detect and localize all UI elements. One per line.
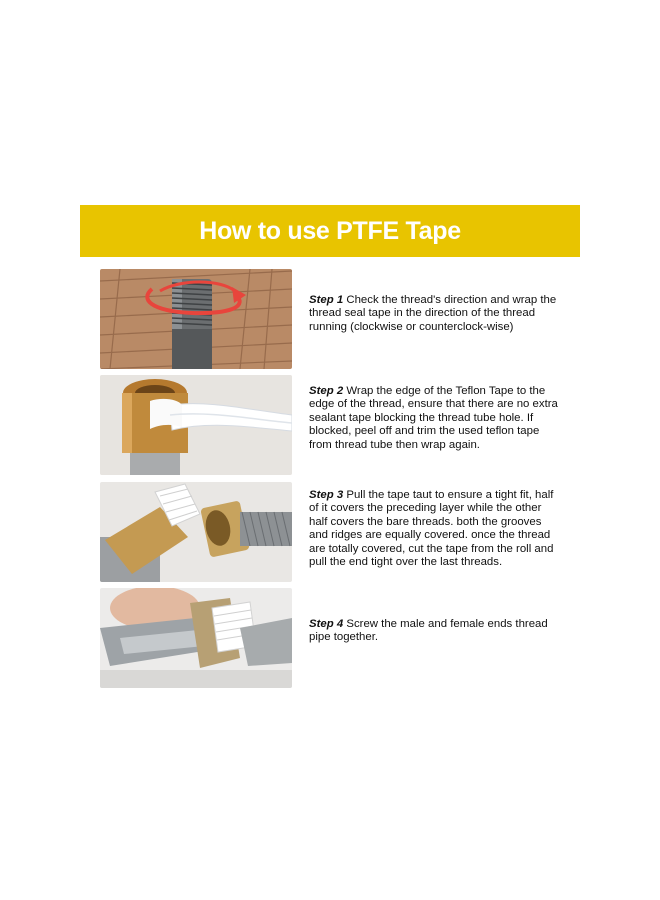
step-3-label: Step 3 [309, 489, 344, 501]
step-4-label: Step 4 [309, 618, 344, 630]
step-2-image [100, 375, 292, 475]
step-2-label: Step 2 [309, 385, 344, 397]
step-2-text [309, 385, 559, 452]
step-3-text [309, 489, 559, 569]
step-1-image [100, 269, 292, 369]
step-4-description: Screw the male and female ends thread pipe together. [309, 618, 548, 644]
title-banner [80, 205, 580, 257]
step-1-label: Step 1 [309, 294, 344, 306]
step-4-image [100, 588, 292, 688]
step-1-text [309, 294, 559, 334]
step-2-description: Wrap the edge of the Teflon Tape to the edge of the thread, ensure that there are no extra sealant tape blocking the thread tube hole. If blocked, peel off and trim the used teflon tape from thread tube then wrap again. [309, 385, 558, 451]
step-3-image [100, 482, 292, 582]
step-4-text [309, 618, 559, 645]
page-title: How to use PTFE Tape [199, 216, 461, 245]
step-1-description: Check the thread's direction and wrap the thread seal tape in the direction of the thread running (clockwise or counterclock-wise) [309, 294, 557, 333]
step-3-description: Pull the tape taut to ensure a tight fit, half of it covers the preceding layer while the other half covers the bare threads. both the grooves and ridges are equally covered. once the thread are totally covered, cut the tape from the roll and pull the end tight over the last threads. [309, 489, 554, 569]
